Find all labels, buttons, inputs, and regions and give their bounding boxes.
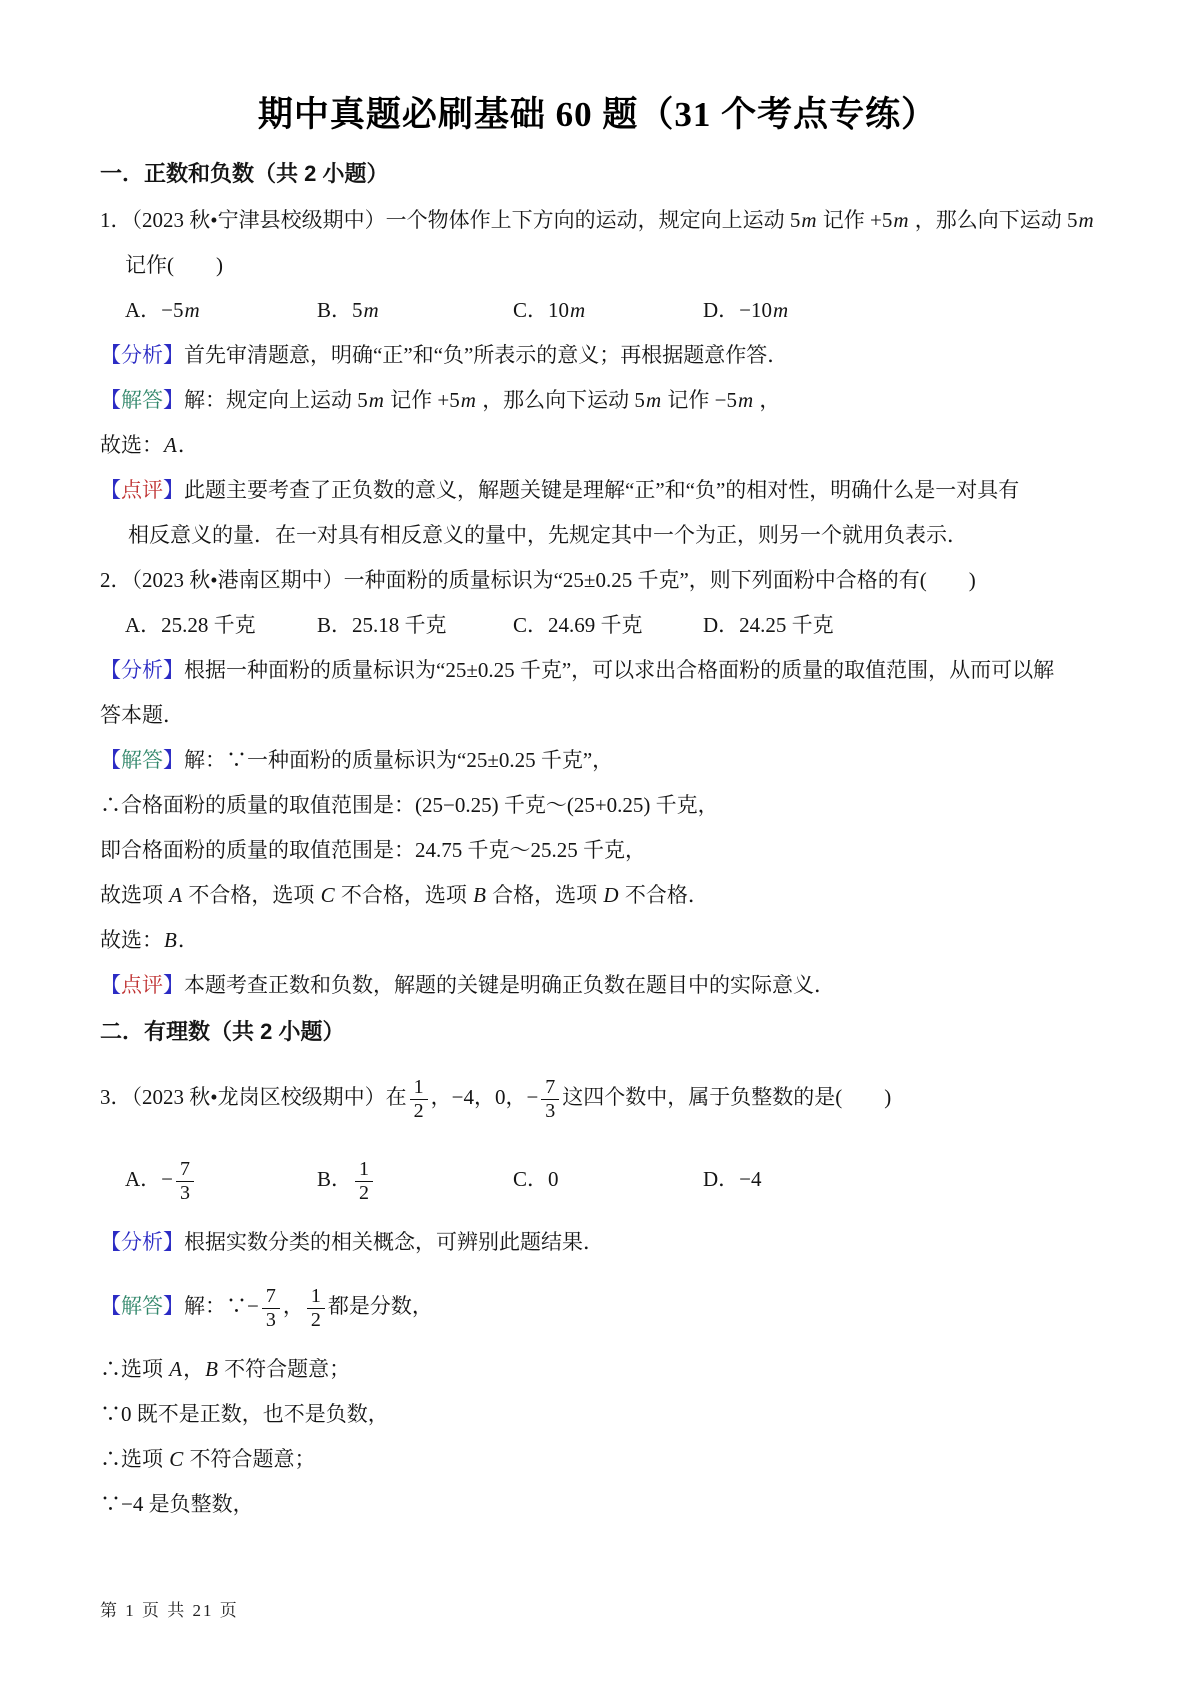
section-heading-2 <box>100 1008 1095 1056</box>
text-run: ∴合格面粉的质量的取值范围是：(25−0.25) 千克～(25+0.25) 千克， <box>100 793 719 817</box>
fraction-denominator: 3 <box>180 1181 191 1204</box>
page-footer: 第 1 页 共 21 页 <box>100 1601 239 1620</box>
fraction-numerator: 7 <box>176 1158 194 1182</box>
q2-answer-3 <box>100 828 1095 873</box>
label-close-bracket: 】 <box>163 748 184 772</box>
text-run: 1．（2023 秋•宁津县校级期中）一个物体作上下方向的运动，规定向上运动 5 <box>100 208 801 232</box>
math-var: m <box>368 388 384 412</box>
text-run: 解：规定向上运动 5 <box>184 388 368 412</box>
math-var: m <box>460 388 476 412</box>
q2-answer-1 <box>100 738 1095 783</box>
text-run: ，−4，0，− <box>430 1085 539 1109</box>
text-run: ∵0 既不是正数，也不是负数， <box>100 1402 389 1426</box>
option-a <box>125 288 317 333</box>
label-text: 分析 <box>121 343 163 367</box>
q3-options <box>125 1138 1095 1220</box>
math-var: m <box>893 208 909 232</box>
text-run: A．25.28 千克 <box>125 613 256 637</box>
label-comment <box>100 478 184 502</box>
math-var: m <box>801 208 817 232</box>
label-close-bracket: 】 <box>163 658 184 682</box>
text-run: ∴选项 <box>100 1357 169 1381</box>
q3-answer-5 <box>100 1482 1095 1527</box>
text-run: ． <box>177 433 199 457</box>
q1-stem-2 <box>125 243 1095 288</box>
section-heading-1 <box>100 150 1095 198</box>
fraction-denominator: 2 <box>413 1099 424 1122</box>
text-run: D．−10 <box>703 298 773 322</box>
text-run: 记作 −5 <box>662 388 737 412</box>
label-close-bracket: 】 <box>163 343 184 367</box>
label-close-bracket: 】 <box>163 388 184 412</box>
math-var: m <box>737 388 754 412</box>
text-run: D．24.25 千克 <box>703 613 834 637</box>
label-text: 解答 <box>121 1294 163 1318</box>
q3-analysis <box>100 1220 1095 1265</box>
option-c <box>513 288 703 333</box>
document-lines <box>100 150 1095 1527</box>
text-run: 不合格，选项 <box>335 883 473 907</box>
label-close-bracket: 】 <box>163 478 184 502</box>
fraction <box>410 1076 428 1123</box>
text-run: 解：∵一种面粉的质量标识为“25±0.25 千克”， <box>184 748 614 772</box>
q1-options <box>125 288 1095 333</box>
text-run: 记作 +5 <box>384 388 460 412</box>
math-var: m <box>363 298 379 322</box>
label-open-bracket: 【 <box>100 343 121 367</box>
fraction <box>262 1285 280 1332</box>
text-run: 记作( ) <box>125 253 223 277</box>
text-run: 不合格，选项 <box>183 883 320 907</box>
text-run: 合格，选项 <box>486 883 603 907</box>
q3-answer-3 <box>100 1392 1095 1437</box>
text-run: 相反意义的量．在一对具有相反意义的量中，先规定其中一个为正，则另一个就用负表示． <box>128 523 968 547</box>
option-b <box>317 288 513 333</box>
label-close-bracket: 】 <box>163 1294 184 1318</box>
document-title: 期中真题必刷基础 60 题（31 个考点专练） <box>257 95 938 134</box>
q3-answer-1 <box>100 1265 1095 1347</box>
label-text: 分析 <box>121 658 163 682</box>
fraction <box>355 1158 373 1205</box>
text-run: 都是分数， <box>327 1294 433 1318</box>
text-run: 首先审清题意，明确“正”和“负”所表示的意义；再根据题意作答． <box>184 343 789 367</box>
q1-conclusion <box>100 423 1095 468</box>
q2-analysis-2 <box>100 693 1095 738</box>
fraction-numerator: 7 <box>541 1076 559 1100</box>
option-a <box>125 1138 317 1220</box>
math-var: A <box>169 883 183 907</box>
text-run: 3．（2023 秋•龙岗区校级期中）在 <box>100 1085 407 1109</box>
text-run: 解：∵− <box>184 1294 259 1318</box>
text-run: 答本题． <box>100 703 184 727</box>
text-run: 2．（2023 秋•港南区期中）一种面粉的质量标识为“25±0.25 千克”，则下列面粉中合格的有( ) <box>100 568 976 592</box>
option-d <box>703 1138 1095 1220</box>
q2-stem <box>100 558 1095 603</box>
fraction <box>176 1158 194 1205</box>
fraction-denominator: 2 <box>359 1181 370 1204</box>
label-answer <box>100 388 184 412</box>
text-run: B．25.18 千克 <box>317 613 447 637</box>
option-c <box>513 603 703 648</box>
label-text: 解答 <box>121 748 163 772</box>
label-open-bracket: 【 <box>100 748 121 772</box>
math-var: m <box>570 298 586 322</box>
label-close-bracket: 】 <box>163 1230 184 1254</box>
label-text: 点评 <box>121 973 163 997</box>
label-text: 解答 <box>121 388 163 412</box>
math-var: A <box>169 1357 183 1381</box>
text-run: ∴选项 <box>100 1447 169 1471</box>
label-analysis <box>100 1230 184 1254</box>
math-var: m <box>773 298 789 322</box>
option-c <box>513 1138 703 1220</box>
fraction-numerator: 7 <box>262 1285 280 1309</box>
option-d <box>703 288 1095 333</box>
math-var: A <box>164 433 177 457</box>
text-run: 不符合题意； <box>218 1357 351 1381</box>
q2-comment <box>100 963 1095 1008</box>
text-run: A．−5 <box>125 298 184 322</box>
text-run: 根据一种面粉的质量标识为“25±0.25 千克”，可以求出合格面粉的质量的取值范围，从而可以解 <box>184 658 1055 682</box>
q1-stem-1 <box>100 198 1095 243</box>
text-run: ， <box>754 388 781 412</box>
text-run: ∵−4 是负整数， <box>100 1492 254 1516</box>
label-open-bracket: 【 <box>100 478 121 502</box>
q2-conclusion <box>100 918 1095 963</box>
math-var: B <box>164 928 177 952</box>
math-var: C <box>169 1447 184 1471</box>
text-run: D．−4 <box>703 1167 762 1191</box>
text-run: C．24.69 千克 <box>513 613 643 637</box>
label-text: 点评 <box>121 478 163 502</box>
text-run: 故选： <box>100 433 163 457</box>
fraction <box>307 1285 325 1332</box>
text-run: 二．有理数（共 2 小题） <box>100 1019 345 1044</box>
label-open-bracket: 【 <box>100 1294 121 1318</box>
text-run: 不符合题意； <box>184 1447 316 1471</box>
text-run: 这四个数中，属于负整数的是( ) <box>562 1085 892 1109</box>
math-var: m <box>645 388 662 412</box>
q3-answer-2 <box>100 1347 1095 1392</box>
text-run: 故选项 <box>100 883 169 907</box>
text-run: 记作 +5 <box>817 208 893 232</box>
text-run: B． <box>317 1167 353 1191</box>
text-run: 不合格． <box>619 883 709 907</box>
q1-answer <box>100 378 1095 423</box>
text-run: ， <box>282 1294 304 1318</box>
q2-answer-2 <box>100 783 1095 828</box>
text-run: B．5 <box>317 298 363 322</box>
text-run: 故选： <box>100 928 163 952</box>
label-analysis <box>100 658 184 682</box>
label-answer <box>100 1294 184 1318</box>
q2-answer-4 <box>100 873 1095 918</box>
label-open-bracket: 【 <box>100 973 121 997</box>
text-run: 即合格面粉的质量的取值范围是：24.75 千克～25.25 千克， <box>100 838 646 862</box>
text-run: 此题主要考查了正负数的意义，解题关键是理解“正”和“负”的相对性，明确什么是一对具有 <box>184 478 1020 502</box>
fraction <box>541 1076 559 1123</box>
text-run: ， <box>183 1357 205 1381</box>
q3-answer-4 <box>100 1437 1095 1482</box>
document-content <box>0 86 1190 1527</box>
option-b <box>317 603 513 648</box>
q3-stem <box>100 1056 1095 1138</box>
text-run: 本题考查正数和负数，解题的关键是明确正负数在题目中的实际意义． <box>184 973 835 997</box>
q2-options <box>125 603 1095 648</box>
q1-analysis <box>100 333 1095 378</box>
math-var: B <box>205 1357 218 1381</box>
q1-comment-2 <box>128 513 1095 558</box>
fraction-denominator: 3 <box>545 1099 556 1122</box>
math-var: D <box>603 883 619 907</box>
option-a <box>125 603 317 648</box>
text-run: 根据实数分类的相关概念，可辨别此题结果． <box>184 1230 604 1254</box>
text-run: ，那么向下运动 5 <box>476 388 645 412</box>
math-var: m <box>184 298 200 322</box>
text-run: A．− <box>125 1167 174 1191</box>
q1-comment-1 <box>100 468 1095 513</box>
text-run: 一．正数和负数（共 2 小题） <box>100 161 389 186</box>
label-open-bracket: 【 <box>100 1230 121 1254</box>
option-b <box>317 1138 513 1220</box>
label-text: 分析 <box>121 1230 163 1254</box>
math-var: m <box>1078 208 1094 232</box>
text-run: C．10 <box>513 298 570 322</box>
fraction-numerator: 1 <box>410 1076 428 1100</box>
text-run: ． <box>177 928 199 952</box>
q2-analysis-1 <box>100 648 1095 693</box>
fraction-denominator: 2 <box>310 1308 321 1331</box>
label-analysis <box>100 343 184 367</box>
fraction-numerator: 1 <box>355 1158 373 1182</box>
fraction-numerator: 1 <box>307 1285 325 1309</box>
label-open-bracket: 【 <box>100 658 121 682</box>
label-open-bracket: 【 <box>100 388 121 412</box>
math-var: C <box>320 883 335 907</box>
label-comment <box>100 973 184 997</box>
text-run: C．0 <box>513 1167 559 1191</box>
option-d <box>703 603 1095 648</box>
text-run: ，那么向下运动 5 <box>909 208 1078 232</box>
fraction-denominator: 3 <box>265 1308 276 1331</box>
label-close-bracket: 】 <box>163 973 184 997</box>
label-answer <box>100 748 184 772</box>
math-var: B <box>473 883 486 907</box>
